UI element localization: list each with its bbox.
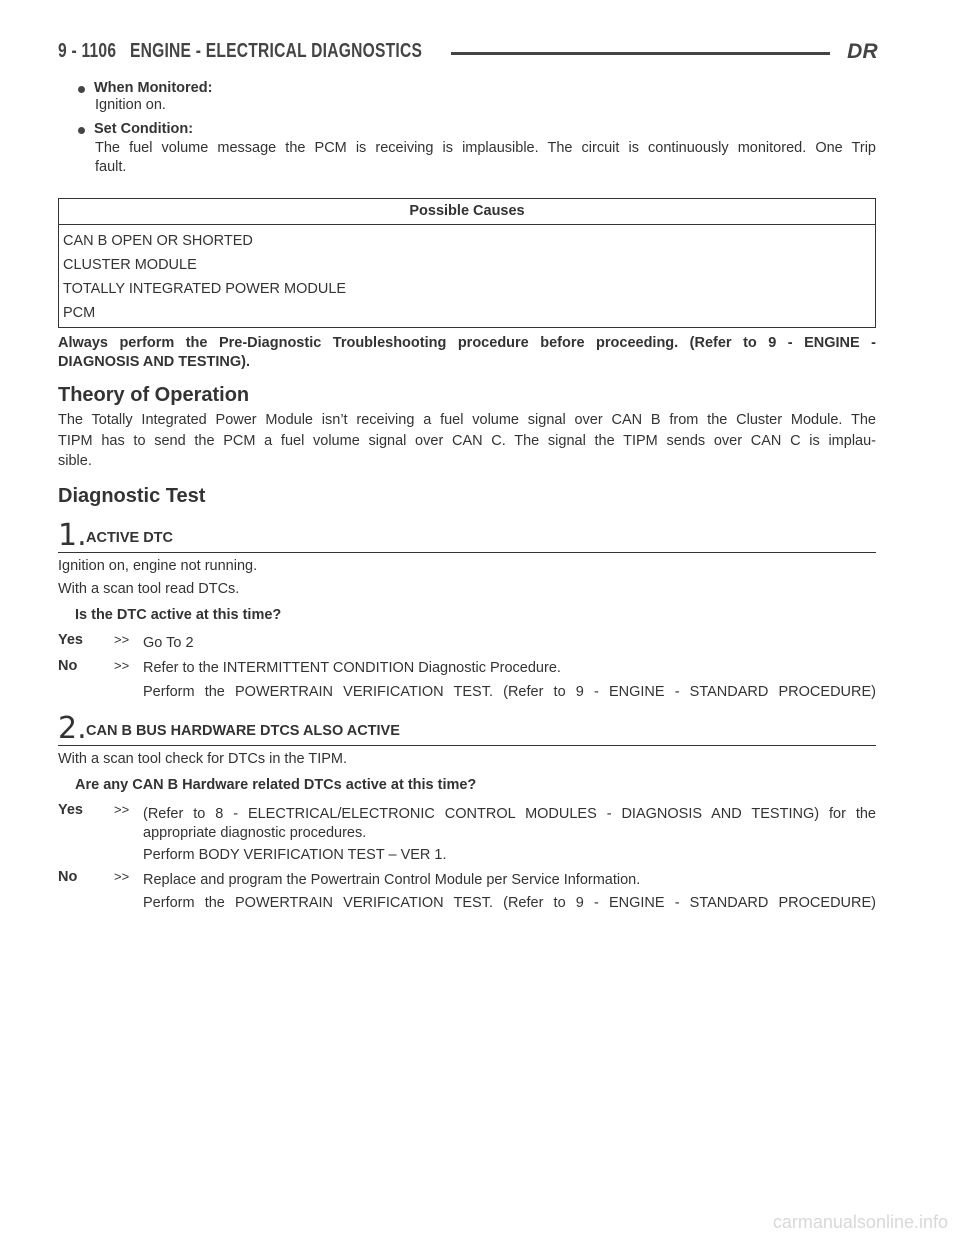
step-2-yes-action: appropriate diagnostic procedures. xyxy=(143,825,367,841)
header-rule xyxy=(451,52,830,55)
step-1-yes-label: Yes xyxy=(58,632,83,648)
step-2-no-label: No xyxy=(58,869,78,885)
theory-line3: sible. xyxy=(58,453,92,469)
set-condition-bullet xyxy=(78,121,193,137)
step-1-instruction: With a scan tool read DTCs. xyxy=(58,581,240,597)
step-2-question: Are any CAN B Hardware related DTCs active at this time? xyxy=(75,777,477,793)
step-2-yes-label: Yes xyxy=(58,802,83,818)
step-number: 2. xyxy=(58,711,87,746)
warning-line2: DIAGNOSIS AND TESTING). xyxy=(58,354,250,370)
step-1-yes-action: Go To 2 xyxy=(143,635,194,651)
step-2-instruction: With a scan tool check for DTCs in the TIPM. xyxy=(58,751,348,767)
arrow-icon: >> xyxy=(114,802,130,817)
cause-item: TOTALLY INTEGRATED POWER MODULE xyxy=(63,281,347,297)
page-reference: 9 - 1106 ENGINE - ELECTRICAL DIAGNOSTICS xyxy=(58,40,423,62)
step-title: CAN B BUS HARDWARE DTCS ALSO ACTIVE xyxy=(86,723,400,739)
step-1-no-label: No xyxy=(58,658,78,674)
step-1-instruction: Ignition on, engine not running. xyxy=(58,558,258,574)
step-1-no-action: Perform the POWERTRAIN VERIFICATION TEST. (Refer to 9 - ENGINE - STANDARD PROCEDURE) xyxy=(143,684,876,700)
theory-heading: Theory of Operation xyxy=(58,384,250,406)
cause-item: CLUSTER MODULE xyxy=(63,257,197,273)
step-2-yes-action: (Refer to 8 - ELECTRICAL/ELECTRONIC CONTROL MODULES - DIAGNOSIS AND TESTING) for the xyxy=(143,806,876,822)
step-2-yes-action: Perform BODY VERIFICATION TEST – VER 1. xyxy=(143,847,447,863)
step-1-question: Is the DTC active at this time? xyxy=(75,607,282,623)
set-condition-text-line1: The fuel volume message the PCM is receiving is implausible. The circuit is continuously monitored. One Trip xyxy=(95,140,876,156)
step-title: ACTIVE DTC xyxy=(86,530,173,546)
diagnostic-heading: Diagnostic Test xyxy=(58,485,206,507)
warning-line1: Always perform the Pre-Diagnostic Troubleshooting procedure before proceeding. (Refer to 9 - ENGINE - xyxy=(58,335,876,351)
bullet-dot-icon xyxy=(78,127,85,134)
bullet-dot-icon xyxy=(78,86,85,93)
arrow-icon: >> xyxy=(114,658,130,673)
step-number: 1. xyxy=(58,518,87,553)
step-2-header xyxy=(58,711,876,746)
step-1-header xyxy=(58,518,876,553)
cause-item: PCM xyxy=(63,305,96,321)
when-monitored-label: When Monitored: xyxy=(94,80,213,96)
possible-causes-heading: Possible Causes xyxy=(59,199,875,225)
step-1-no-action: Refer to the INTERMITTENT CONDITION Diagnostic Procedure. xyxy=(143,660,561,676)
step-2-no-action: Replace and program the Powertrain Control Module per Service Information. xyxy=(143,872,641,888)
when-monitored-text: Ignition on. xyxy=(95,97,166,113)
set-condition-text-line2: fault. xyxy=(95,159,127,175)
set-condition-label: Set Condition: xyxy=(94,121,194,137)
when-monitored-bullet xyxy=(78,80,212,96)
section-title: ENGINE - ELECTRICAL DIAGNOSTICS xyxy=(129,40,423,62)
watermark: carmanualsonline.info xyxy=(772,1212,948,1232)
theory-line1: The Totally Integrated Power Module isn’t receiving a fuel volume signal over CAN B from the Cluster Module. The xyxy=(58,412,876,428)
step-2-no-action: Perform the POWERTRAIN VERIFICATION TEST. (Refer to 9 - ENGINE - STANDARD PROCEDURE) xyxy=(143,895,876,911)
page-header xyxy=(58,38,878,68)
cause-item: CAN B OPEN OR SHORTED xyxy=(63,233,253,249)
possible-causes-table xyxy=(58,198,876,328)
theory-line2: TIPM has to send the PCM a fuel volume signal over CAN C. The signal the TIPM sends over CAN C is implau- xyxy=(58,433,876,449)
model-code: DR xyxy=(847,40,878,63)
arrow-icon: >> xyxy=(114,632,130,647)
arrow-icon: >> xyxy=(114,869,130,884)
